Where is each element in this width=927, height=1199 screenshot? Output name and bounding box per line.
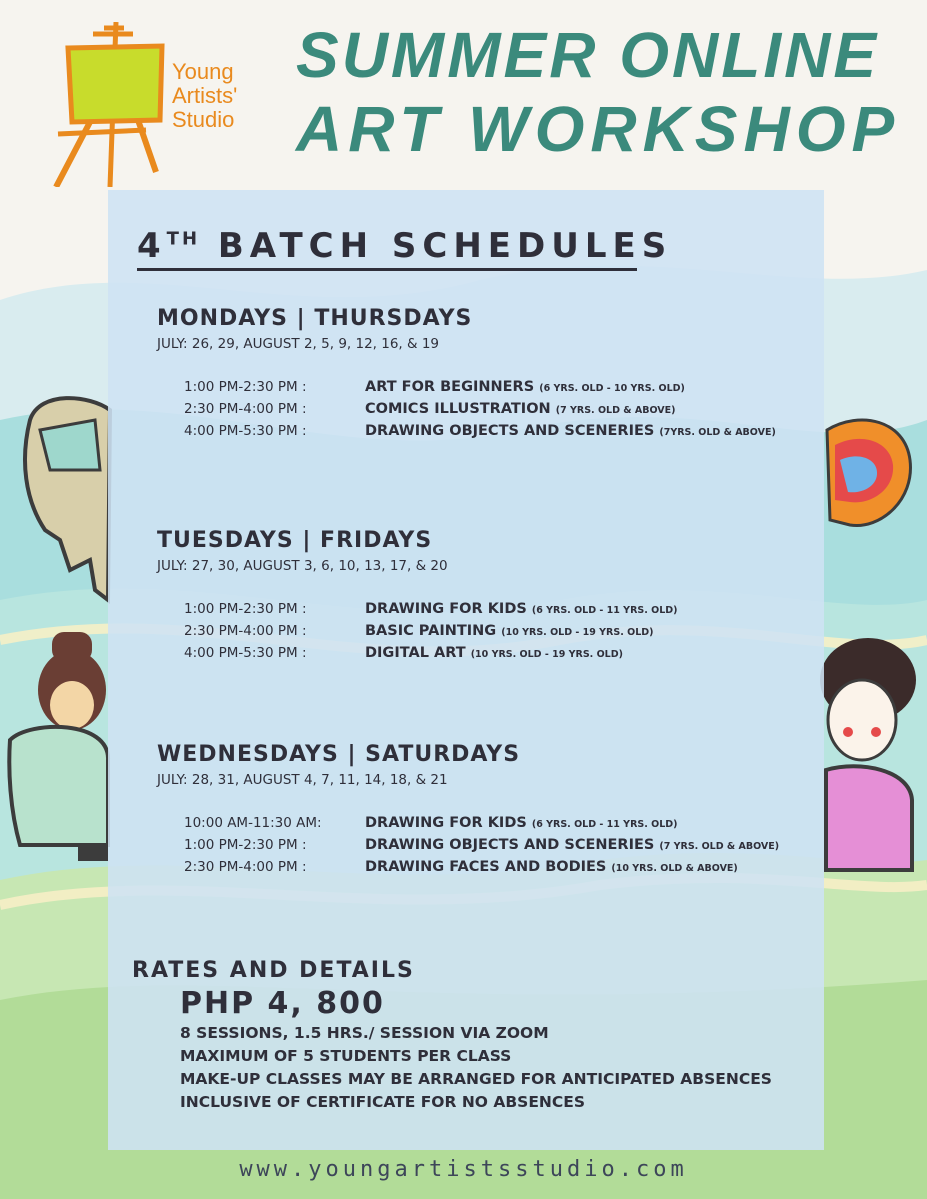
class-row	[157, 398, 817, 420]
detail-item: MAXIMUM OF 5 STUDENTS PER CLASS	[180, 1047, 512, 1065]
class-row	[157, 620, 817, 642]
rates-section	[132, 956, 822, 1114]
class-ages: (7 YRS. OLD & ABOVE)	[659, 841, 780, 852]
website-url: www.youngartistsstudio.com	[239, 1157, 688, 1182]
class-row	[157, 376, 817, 398]
headline-line-1: SUMMER ONLINE	[296, 19, 879, 91]
detail-item: INCLUSIVE OF CERTIFICATE FOR NO ABSENCES	[180, 1093, 586, 1111]
detail-item: 8 SESSIONS, 1.5 HRS./ SESSION VIA ZOOM	[180, 1024, 549, 1042]
schedule-days: MONDAYS | THURSDAYS	[157, 306, 473, 331]
headline	[296, 18, 906, 166]
class-name: DRAWING FOR KIDS	[365, 815, 527, 831]
class-ages: (10 YRS. OLD - 19 YRS. OLD)	[501, 627, 654, 638]
schedule-dates: JULY: 27, 30, AUGUST 3, 6, 10, 13, 17, & 20	[157, 558, 448, 574]
class-row	[157, 420, 817, 442]
class-ages: (6 YRS. OLD - 10 YRS. OLD)	[539, 383, 685, 394]
class-name: DIGITAL ART	[365, 645, 466, 661]
class-name: ART FOR BEGINNERS	[365, 379, 535, 395]
class-time: 1:00 PM-2:30 PM :	[184, 837, 307, 853]
class-ages: (7YRS. OLD & ABOVE)	[659, 427, 776, 438]
class-ages: (10 YRS. OLD - 19 YRS. OLD)	[470, 649, 623, 660]
class-name: DRAWING OBJECTS AND SCENERIES	[365, 837, 655, 853]
schedule-days: WEDNESDAYS | SATURDAYS	[157, 742, 521, 767]
headline-line-2: ART WORKSHOP	[296, 93, 901, 165]
logo-line-young: Young	[172, 59, 234, 84]
schedule-group-wed-sat	[157, 740, 817, 878]
class-time: 2:30 PM-4:00 PM :	[184, 401, 307, 417]
class-name: DRAWING OBJECTS AND SCENERIES	[365, 423, 655, 439]
logo-wordmark	[172, 60, 282, 132]
batch-title	[137, 226, 673, 271]
detail-item: MAKE-UP CLASSES MAY BE ARRANGED FOR ANTICIPATED ABSENCES	[180, 1070, 772, 1088]
batch-ordinal: 4	[137, 226, 167, 266]
class-time: 2:30 PM-4:00 PM :	[184, 623, 307, 639]
class-time: 4:00 PM-5:30 PM :	[184, 645, 307, 661]
rates-details	[180, 1022, 822, 1114]
class-row	[157, 598, 817, 620]
price: PHP 4, 800	[180, 986, 385, 1021]
class-row	[157, 812, 817, 834]
logo-line-artists: Artists'	[172, 83, 238, 108]
class-name: DRAWING FOR KIDS	[365, 601, 527, 617]
batch-title-text: BATCH SCHEDULES	[217, 226, 673, 266]
class-row	[157, 856, 817, 878]
rates-title: RATES AND DETAILS	[132, 958, 415, 983]
schedule-group-tue-fri	[157, 526, 817, 664]
class-time: 4:00 PM-5:30 PM :	[184, 423, 307, 439]
class-row	[157, 834, 817, 856]
class-time: 1:00 PM-2:30 PM :	[184, 379, 307, 395]
class-name: DRAWING FACES AND BODIES	[365, 859, 607, 875]
batch-ordinal-suffix: TH	[166, 228, 201, 250]
class-row	[157, 642, 817, 664]
class-ages: (10 YRS. OLD & ABOVE)	[611, 863, 738, 874]
class-name: BASIC PAINTING	[365, 623, 497, 639]
class-ages: (6 YRS. OLD - 11 YRS. OLD)	[531, 605, 678, 616]
class-time: 10:00 AM-11:30 AM:	[184, 815, 322, 831]
logo-line-studio: Studio	[172, 107, 235, 132]
class-ages: (6 YRS. OLD - 11 YRS. OLD)	[531, 819, 678, 830]
class-time: 2:30 PM-4:00 PM :	[184, 859, 307, 875]
class-name: COMICS ILLUSTRATION	[365, 401, 551, 417]
schedule-group-mon-thu	[157, 304, 817, 442]
schedule-dates: JULY: 26, 29, AUGUST 2, 5, 9, 12, 16, & 19	[157, 336, 440, 352]
class-ages: (7 YRS. OLD & ABOVE)	[555, 405, 676, 416]
class-time: 1:00 PM-2:30 PM :	[184, 601, 307, 617]
schedule-days: TUESDAYS | FRIDAYS	[157, 528, 433, 553]
schedule-dates: JULY: 28, 31, AUGUST 4, 7, 11, 14, 18, & 21	[157, 772, 448, 788]
